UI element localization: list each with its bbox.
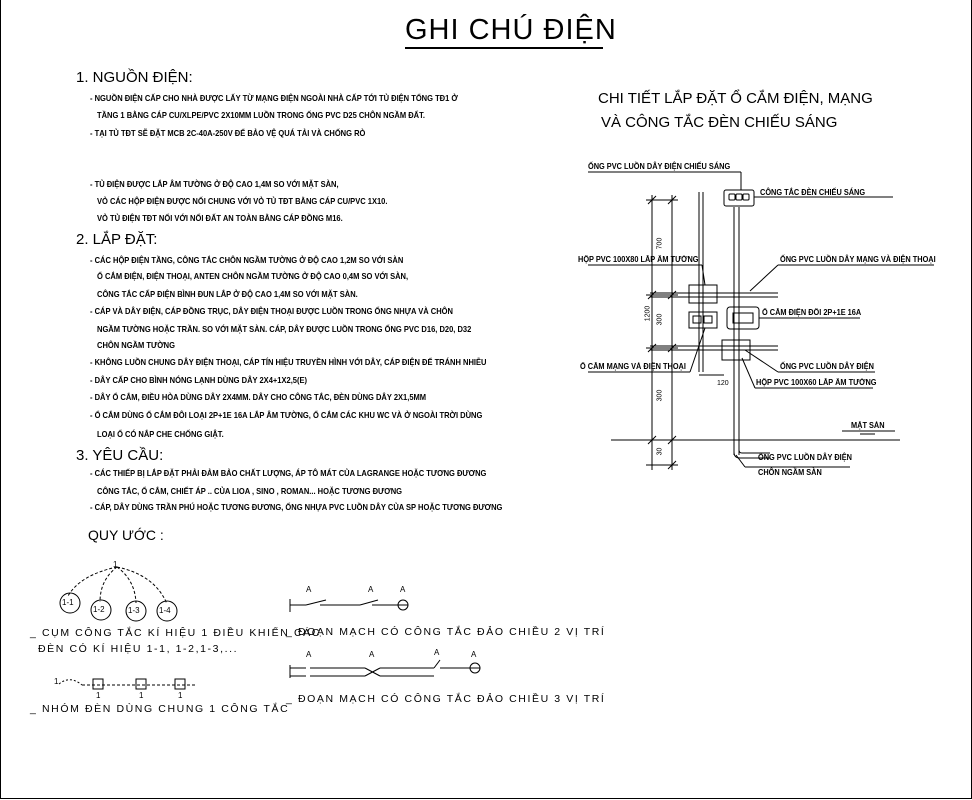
section-2-line: NGẦM TƯỜNG HOẶC TRẦN. SO VỚI MẶT SÀN. CÁP, DÂY ĐƯỢC LUỒN TRONG ỐNG PVC D16, D20, D32 <box>97 325 472 334</box>
section-2-line: - CÁP VÀ DÂY ĐIỆN, CÁP ĐỒNG TRỤC, DÂY ĐIỆN THOẠI ĐƯỢC LUỒN TRONG ỐNG NHỰA VÀ CHÔN <box>90 307 453 316</box>
circuit3-mark-1: A <box>306 650 312 659</box>
circuit2-mark-3: A <box>400 585 406 594</box>
section-1-heading: 1. NGUỒN ĐIỆN: <box>76 69 193 86</box>
dim-300-b: 300 <box>656 389 664 402</box>
section-2-line: - DÂY Ổ CẮM, ĐIỀU HÒA DÙNG DÂY 2X4MM. DÂY CHO CÔNG TẮC, ĐÈN DÙNG DÂY 2X1,5MM <box>90 393 427 402</box>
circuit3-mark-2: A <box>369 650 375 659</box>
group-label-1: 1-1 <box>62 598 74 607</box>
section-3-line: - CÁC THIẾP BỊ LẮP ĐẶT PHẢI ĐẢM BẢO CHẤT LƯỢNG, ÁP TÔ MÁT CỦA LAGRANGE HOẶC TƯƠNG ĐƯƠNG <box>90 469 487 478</box>
section-2-line: CHÔN NGẦM TƯỜNG <box>97 341 175 350</box>
section-2-line: Ổ CẮM ĐIỆN, ĐIỆN THOẠI, ANTEN CHÔN NGẦM TƯỜNG Ở ĐỘ CAO 0,4M SO VỚI SÀN, <box>97 272 409 281</box>
circuit3-desc: _ ĐOẠN MẠCH CÓ CÔNG TẮC ĐẢO CHIỀU 3 VỊ TRÍ <box>286 693 606 705</box>
label-box-100x80: HỘP PVC 100X80 LẮP ÂM TƯỜNG <box>578 255 699 264</box>
label-pipe-power: ỐNG PVC LUỒN DÂY ĐIỆN <box>780 362 874 371</box>
section-1-line: TẦNG 1 BẰNG CÁP CU/XLPE/PVC 2X10MM LUỒN TRONG ỐNG PVC D25 CHÔN NGẦM ĐẤT. <box>97 111 425 120</box>
circuit2-desc: _ ĐOẠN MẠCH CÓ CÔNG TẮC ĐẢO CHIỀU 2 VỊ TRÍ <box>286 626 606 638</box>
label-floor-pipe-2: CHÔN NGẦM SÀN <box>758 468 822 477</box>
section-1-line: VỎ CÁC HỘP ĐIỆN ĐƯỢC NỐI CHUNG VỚI VỎ TỦ TĐT BẰNG CÁP CU/PVC 1X10. <box>97 197 388 206</box>
group-desc-line-1: _ CỤM CÔNG TẮC KÍ HIỆU 1 ĐIỀU KHIỂN CÁC <box>30 627 321 639</box>
dim-300-a: 300 <box>656 313 664 326</box>
circuit3-mark-3: A <box>434 648 440 657</box>
section-2-line: CÔNG TẮC CẤP ĐIỆN BÌNH ĐUN LẮP Ở ĐỘ CAO 1,4M SO VỚI MẶT SÀN. <box>97 290 358 299</box>
circuit2-mark-1: A <box>306 585 312 594</box>
common-num-1: 1 <box>96 691 101 700</box>
group-label-2: 1-2 <box>93 605 105 614</box>
dim-1200: 1200 <box>644 305 652 322</box>
section-3-heading: 3. YÊU CẦU: <box>76 447 164 464</box>
group-label-3: 1-3 <box>128 606 140 615</box>
label-double-socket: Ổ CẮM ĐIỆN ĐÔI 2P+1E 16A <box>762 308 862 317</box>
section-2-line: LOẠI Ổ CÓ NẮP CHE CHỐNG GIẬT. <box>97 430 224 439</box>
section-2-line: - KHÔNG LUỒN CHUNG DÂY ĐIỆN THOẠI, CÁP TÍN HIỆU TRUYỀN HÌNH VỚI DÂY, CÁP ĐIỆN ĐỂ TRÁNH NHIỄU <box>90 358 487 367</box>
legend-heading: QUY ƯỚC : <box>88 527 164 543</box>
section-2-line: - CÁC HỘP ĐIỆN TẦNG, CÔNG TẮC CHÔN NGẦM TƯỜNG Ở ĐỘ CAO 1,2M SO VỚI SÀN <box>90 256 404 265</box>
section-2-line: - DÂY CẤP CHO BÌNH NÓNG LẠNH DÙNG DÂY 2X4+1X2,5(E) <box>90 376 308 385</box>
dim-30: 30 <box>656 447 664 456</box>
section-3-line: CÔNG TẮC, Ổ CẮM, CHIẾT ÁP .. CỦA LIOA , SINO , ROMAN... HOẶC TƯƠNG ĐƯƠNG <box>97 487 403 496</box>
group-desc-line-2: ĐÈN CÓ KÍ HIỆU 1-1, 1-2,1-3,... <box>38 643 239 655</box>
detail-title-line-1: CHI TIẾT LẮP ĐẶT Ổ CẮM ĐIỆN, MẠNG <box>598 90 873 107</box>
section-2-line: - Ổ CẮM DÙNG Ổ CẮM ĐÔI LOẠI 2P+1E 16A LẮP ÂM TƯỜNG, Ổ CẮM CÁC KHU WC VÀ Ở NGOÀI TRỜI DÙNG <box>90 411 483 420</box>
section-3-line: - CÁP, DÂY DÙNG TRẦN PHÚ HOẶC TƯƠNG ĐƯƠNG, ỐNG NHỰA PVC LUỒN DÂY CỦA SP HOẶC TƯƠNG ĐƯƠNG <box>90 503 503 512</box>
section-1-line: VỎ TỦ ĐIỆN TĐT NỐI VỚI NỐI ĐẤT AN TOÀN BẰNG CÁP ĐỒNG M16. <box>97 214 343 223</box>
group-label-4: 1-4 <box>159 606 171 615</box>
circuit2-mark-2: A <box>368 585 374 594</box>
dim-700: 700 <box>656 237 664 250</box>
section-2-heading: 2. LẮP ĐẶT: <box>76 231 158 248</box>
section-1-line: - NGUỒN ĐIỆN CẤP CHO NHÀ ĐƯỢC LẤY TỪ MẠNG ĐIỆN NGOÀI NHÀ CẤP TỚI TỦ ĐIỆN TỔNG TĐ1 Ở <box>90 94 458 103</box>
common-num-2: 1 <box>139 691 144 700</box>
circuit3-mark-4: A <box>471 650 477 659</box>
section-1-line: - TẠI TỦ TĐT SẼ ĐẶT MCB 2C-40A-250V ĐỂ BẢO VỆ QUÁ TẢI VÀ CHỐNG RÒ <box>90 129 366 138</box>
label-network-socket: Ổ CẮM MẠNG VÀ ĐIỆN THOẠI <box>580 362 686 371</box>
dim-120: 120 <box>717 380 729 387</box>
label-floor-pipe-1: ỐNG PVC LUỒN DÂY ĐIỆN <box>758 453 852 462</box>
common-desc: _ NHÓM ĐÈN DÙNG CHUNG 1 CÔNG TẮC <box>30 703 290 715</box>
section-1-line: - TỦ ĐIỆN ĐƯỢC LẮP ÂM TƯỜNG Ở ĐỘ CAO 1,4M SO VỚI MẶT SÀN, <box>90 180 339 189</box>
label-pipe-lighting: ỐNG PVC LUỒN DÂY ĐIỆN CHIẾU SÁNG <box>588 162 731 171</box>
page-title: GHI CHÚ ĐIỆN <box>405 14 617 46</box>
label-light-switch: CÔNG TẮC ĐÈN CHIẾU SÁNG <box>760 188 866 197</box>
detail-title-line-2: VÀ CÔNG TẮC ĐÈN CHIẾU SÁNG <box>601 114 838 131</box>
label-floor: MẶT SÀN <box>851 421 885 430</box>
label-pipe-network: ỐNG PVC LUỒN DÂY MẠNG VÀ ĐIỆN THOẠI <box>780 255 936 264</box>
common-start-label: 1 <box>54 677 59 686</box>
group-top-label: 1 <box>113 560 118 569</box>
label-box-100x60: HỘP PVC 100X60 LẮP ÂM TƯỜNG <box>756 378 877 387</box>
common-num-3: 1 <box>178 691 183 700</box>
